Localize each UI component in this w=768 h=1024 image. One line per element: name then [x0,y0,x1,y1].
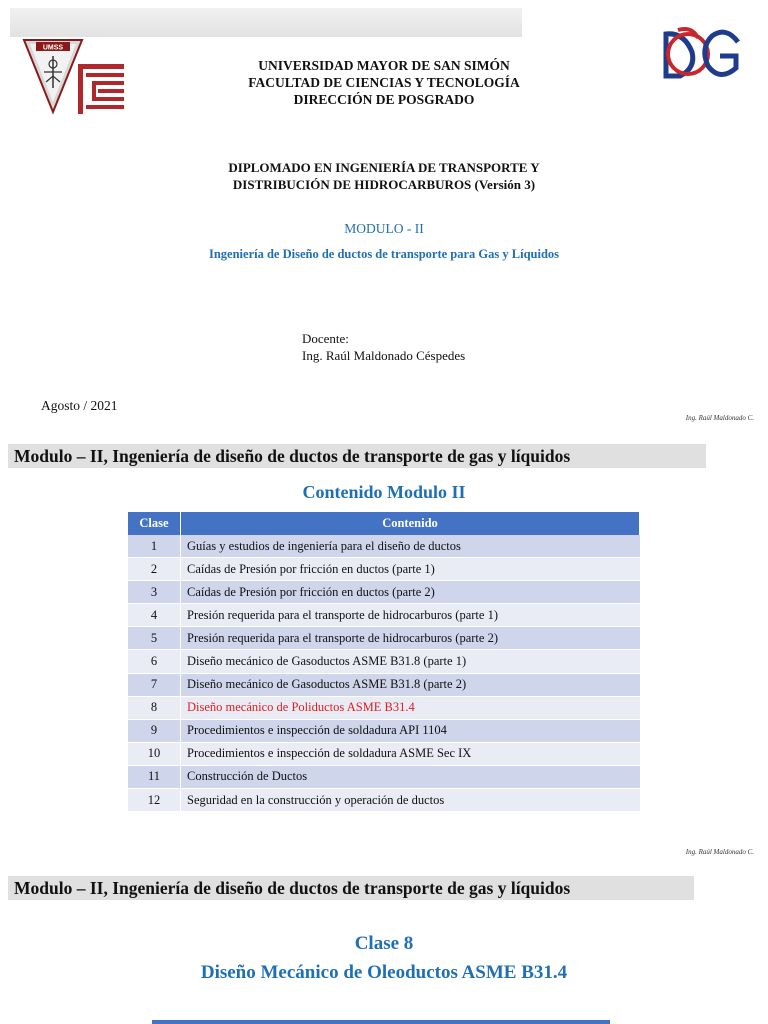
contents-table [128,512,640,812]
slide2-footer: Ing. Raúl Maldonado C. [685,848,754,856]
docente-label: Docente: [302,331,349,346]
clase-number: 12 [128,789,181,812]
module-band: Modulo – II, Ingeniería de diseño de ductos de transporte de gas y líquidos [8,444,706,468]
clase-content: Diseño mecánico de Gasoductos ASME B31.8 (parte 1) [181,650,640,673]
clase-number: 1 [128,535,181,558]
institution-header [0,57,768,108]
clase-content: Procedimientos e inspección de soldadura API 1104 [181,719,640,742]
clase-number: 8 [128,696,181,719]
clase-content: Guías y estudios de ingeniería para el diseño de ductos [181,535,640,558]
table-row [128,719,640,742]
table-row [128,627,640,650]
umss-logo-text: UMSS [42,44,64,52]
contents-title: Contenido Modulo II [302,482,466,502]
table-row [128,742,640,765]
clase-content: Procedimientos e inspección de soldadura ASME Sec IX [181,742,640,765]
clase-content: Presión requerida para el transporte de hidrocarburos (parte 1) [181,604,640,627]
clase-content: Caídas de Presión por fricción en ductos (parte 1) [181,558,640,581]
date-label: Agosto / 2021 [41,398,118,413]
clase-number: 7 [128,673,181,696]
table-row [128,673,640,696]
clase-content: Presión requerida para el transporte de hidrocarburos (parte 2) [181,627,640,650]
table-row [128,604,640,627]
class-title: Diseño Mecánico de Oleoductos ASME B31.4 [200,962,568,983]
clase-number: 9 [128,719,181,742]
table-row [128,765,640,788]
top-gradient-bar [10,8,522,37]
clase-number: 4 [128,604,181,627]
table-row [128,558,640,581]
class-slide [0,860,768,1024]
module-subtitle: Ingeniería de Diseño de ductos de transporte para Gas y Líquidos [208,247,560,261]
program-line-1: DIPLOMADO EN INGENIERÍA DE TRANSPORTE Y [228,160,540,175]
slide1-footer: Ing. Raúl Maldonado C. [685,414,754,422]
clase-content: Diseño mecánico de Gasoductos ASME B31.8 (parte 2) [181,673,640,696]
docente-block [302,330,465,364]
docente-name: Ing. Raúl Maldonado Céspedes [302,348,466,363]
blue-divider [152,1020,610,1024]
clase-number: 2 [128,558,181,581]
clase-content: Seguridad en la construcción y operación de ductos [181,789,640,812]
module-label: MODULO - II [344,221,424,236]
header-clase: Clase [128,512,181,535]
clase-number: 3 [128,581,181,604]
class-number: Clase 8 [354,933,414,954]
table-row [128,581,640,604]
direction-name: DIRECCIÓN DE POSGRADO [293,92,475,107]
table-row [128,650,640,673]
module-band-2: Modulo – II, Ingeniería de diseño de ductos de transporte de gas y líquidos [8,876,694,900]
university-name: UNIVERSIDAD MAYOR DE SAN SIMÓN [258,58,510,73]
faculty-name: FACULTAD DE CIENCIAS Y TECNOLOGÍA [248,75,520,90]
table-row [128,696,640,719]
clase-content: Diseño mecánico de Poliductos ASME B31.4 [181,696,640,719]
clase-number: 6 [128,650,181,673]
title-slide [0,0,768,430]
clase-content: Caídas de Presión por fricción en ductos (parte 2) [181,581,640,604]
program-line-2: DISTRIBUCIÓN DE HIDROCARBUROS (Versión 3) [232,177,536,192]
program-title [0,159,768,193]
clase-number: 5 [128,627,181,650]
table-row [128,789,640,812]
table-row [128,535,640,558]
clase-content: Construcción de Ductos [181,765,640,788]
header-contenido: Contenido [181,512,640,535]
contents-slide [0,438,768,856]
clase-number: 10 [128,742,181,765]
clase-number: 11 [128,765,181,788]
contents-table-body [128,535,640,812]
